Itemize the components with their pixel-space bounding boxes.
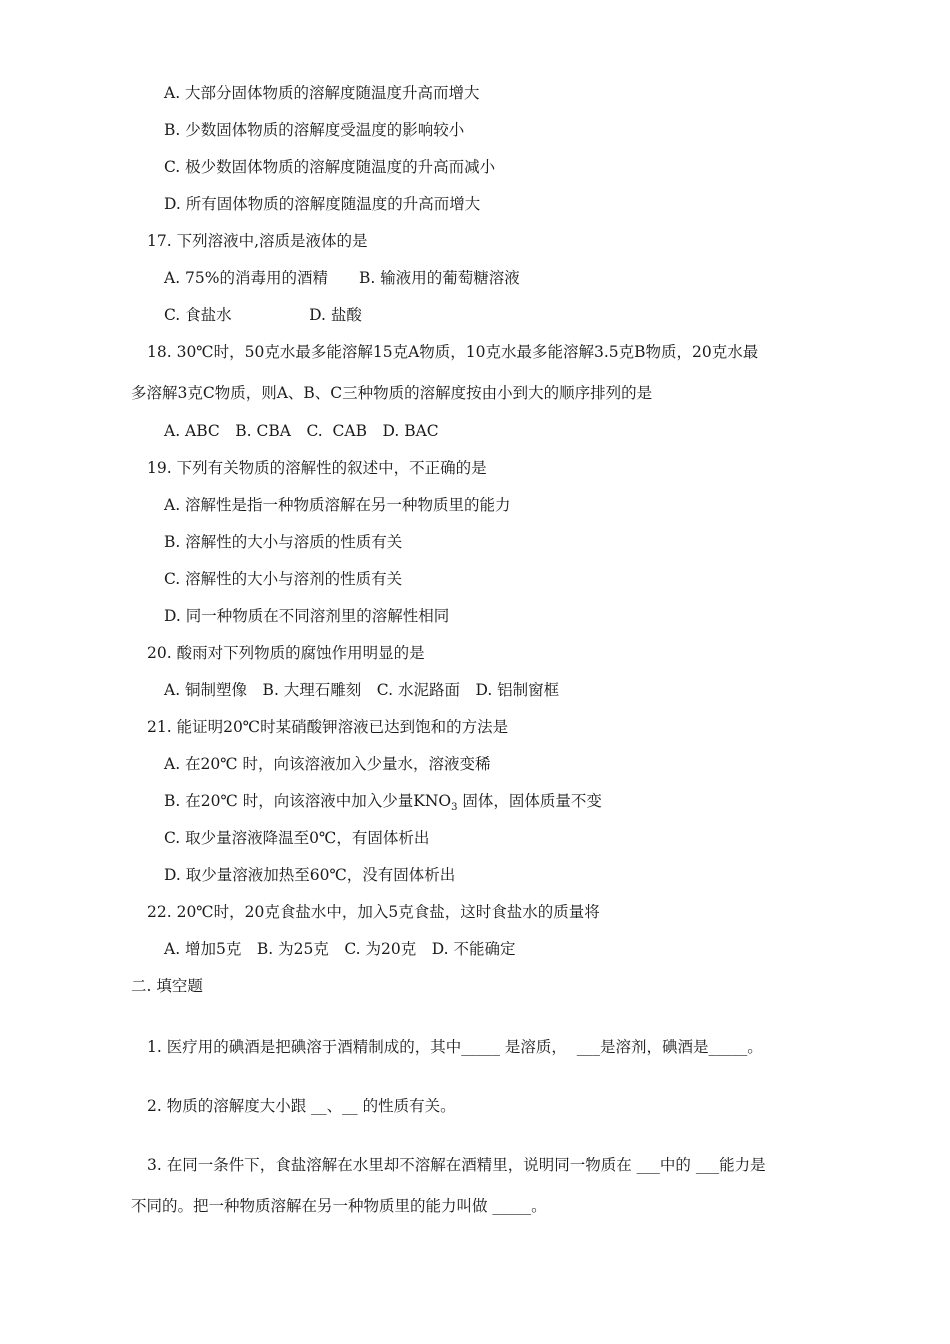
q18-stem-line2: 多溶解3克C物质，则A、B、C三种物质的溶解度按由小到大的顺序排列的是 (131, 384, 653, 402)
q17-options-ab: A. 75%的消毒用的酒精 B. 输液用的葡萄糖溶液 (164, 269, 520, 287)
q16-option-b: B. 少数固体物质的溶解度受温度的影响较小 (164, 121, 465, 139)
q22-stem: 22. 20℃时，20克食盐水中，加入5克食盐，这时食盐水的质量将 (147, 903, 600, 921)
q22-options: A. 增加5克 B. 为25克 C. 为20克 D. 不能确定 (164, 940, 516, 958)
q21-option-b-text: B. 在20℃ 时，向该溶液中加入少量KNO (164, 792, 452, 810)
q21-option-c: C. 取少量溶液降温至0℃，有固体析出 (164, 829, 430, 847)
q21-option-b (164, 791, 602, 814)
q20-stem: 20. 酸雨对下列物质的腐蚀作用明显的是 (147, 644, 425, 662)
q20-options: A. 铜制塑像 B. 大理石雕刻 C. 水泥路面 D. 铝制窗框 (164, 681, 560, 699)
q19-option-b: B. 溶解性的大小与溶质的性质有关 (164, 533, 403, 551)
q19-option-d: D. 同一种物质在不同溶剂里的溶解性相同 (164, 607, 450, 625)
q18-options: A. ABC B. CBA C. CAB D. BAC (164, 422, 439, 440)
q21-option-b-tail: 固体，固体质量不变 (457, 792, 602, 810)
kno3-subscript: 3 (451, 802, 458, 814)
q18-stem-line1: 18. 30℃时，50克水最多能溶解15克A物质，10克水最多能溶解3.5克B物质，20克水最 (147, 343, 759, 361)
q19-stem: 19. 下列有关物质的溶解性的叙述中，不正确的是 (147, 459, 487, 477)
q21-option-d: D. 取少量溶液加热至60℃，没有固体析出 (164, 866, 456, 884)
q16-option-c: C. 极少数固体物质的溶解度随温度的升高而减小 (164, 158, 496, 176)
section-heading-fill-in: 二. 填空题 (131, 977, 203, 995)
q17-stem: 17. 下列溶液中,溶质是液体的是 (147, 232, 368, 250)
q19-option-a: A. 溶解性是指一种物质溶解在另一种物质里的能力 (164, 496, 511, 514)
q16-option-d: D. 所有固体物质的溶解度随温度的升高而增大 (164, 195, 481, 213)
q17-options-cd: C. 食盐水 D. 盐酸 (164, 306, 362, 324)
q19-option-c: C. 溶解性的大小与溶剂的性质有关 (164, 570, 403, 588)
fill-q1: 1. 医疗用的碘酒是把碘溶于酒精制成的，其中_____ 是溶质， ___是溶剂，碘酒是_____。 (147, 1038, 763, 1056)
fill-q3-line1: 3. 在同一条件下，食盐溶解在水里却不溶解在酒精里，说明同一物质在 ___中的 ___能力是 (147, 1156, 766, 1174)
q16-option-a: A. 大部分固体物质的溶解度随温度升高而增大 (164, 84, 480, 102)
fill-q3-line2: 不同的。把一种物质溶解在另一种物质里的能力叫做 _____。 (131, 1197, 547, 1215)
q21-stem: 21. 能证明20℃时某硝酸钾溶液已达到饱和的方法是 (147, 718, 509, 736)
q21-option-a: A. 在20℃ 时，向该溶液加入少量水，溶液变稀 (164, 755, 491, 773)
fill-q2: 2. 物质的溶解度大小跟 __、__ 的性质有关。 (147, 1097, 456, 1115)
